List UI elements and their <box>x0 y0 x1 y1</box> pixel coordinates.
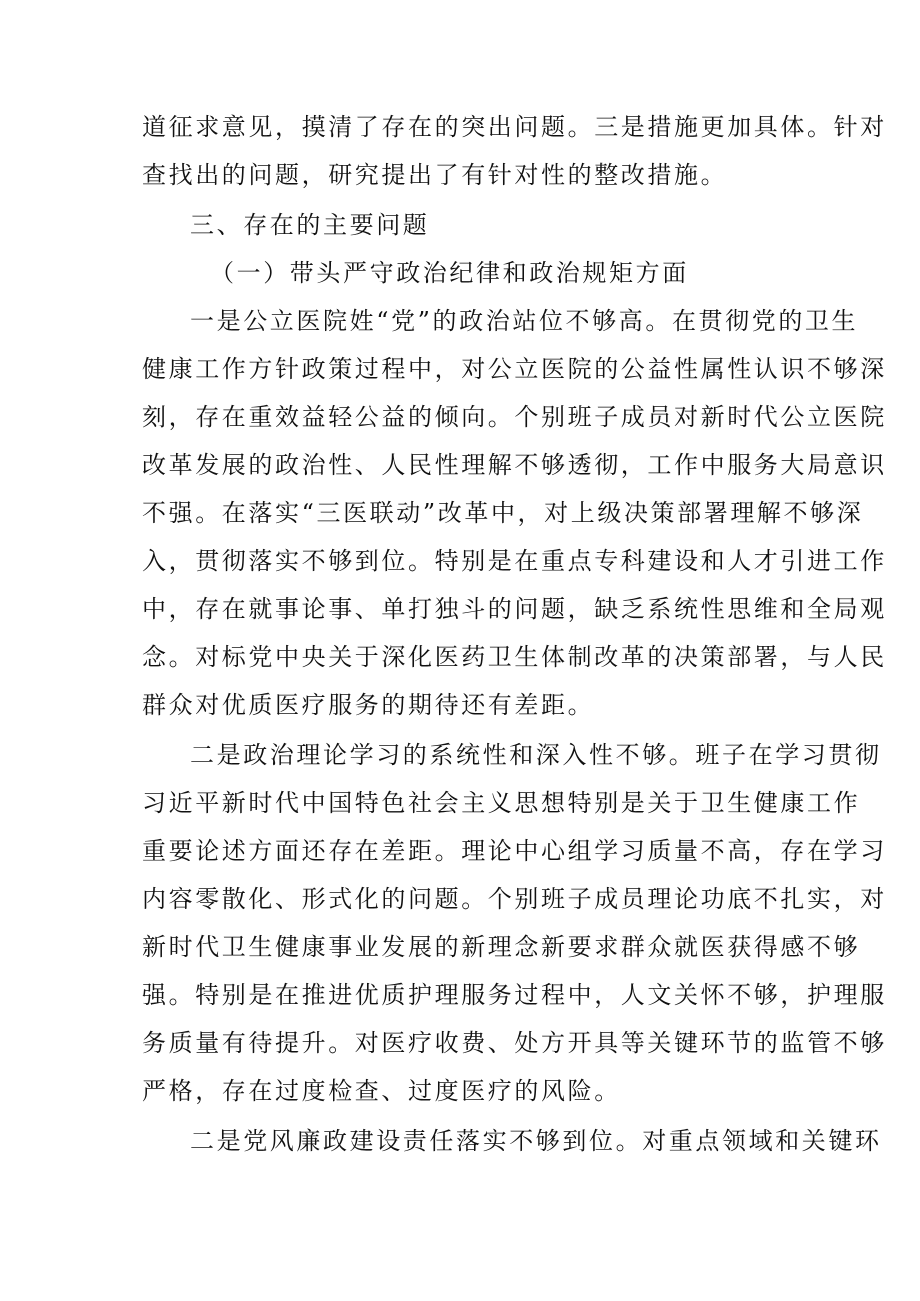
paragraph-line: 健康工作方针政策过程中，对公立医院的公益性属性认识不够深 <box>142 355 887 383</box>
paragraph-line: 二是党风廉政建设责任落实不够到位。对重点领域和关键环 <box>190 1127 882 1155</box>
paragraph-line: 务质量有待提升。对医疗收费、处方开具等关键环节的监管不够 <box>142 1029 887 1057</box>
paragraph-line: 强。特别是在推进优质护理服务过程中，人文关怀不够，护理服 <box>142 981 887 1009</box>
paragraph-line: 中，存在就事论事、单打独斗的问题，缺乏系统性思维和全局观 <box>142 595 887 623</box>
paragraph-line: 群众对优质医疗服务的期待还有差距。 <box>142 691 595 719</box>
paragraph-line: 念。对标党中央关于深化医药卫生体制改革的决策部署，与人民 <box>142 643 887 671</box>
section-heading: 三、存在的主要问题 <box>190 211 430 239</box>
paragraph-line: 道征求意见，摸清了存在的突出问题。三是措施更加具体。针对 <box>142 113 887 141</box>
paragraph-line: 重要论述方面还存在差距。理论中心组学习质量不高，存在学习 <box>142 837 887 865</box>
paragraph-line: 入，贯彻落实不够到位。特别是在重点专科建设和人才引进工作 <box>142 547 887 575</box>
paragraph-line: 严格，存在过度检查、过度医疗的风险。 <box>142 1077 621 1105</box>
subsection-heading: （一）带头严守政治纪律和政治规矩方面 <box>210 259 689 287</box>
paragraph-line: 新时代卫生健康事业发展的新理念新要求群众就医获得感不够 <box>142 933 861 961</box>
paragraph-line: 查找出的问题，研究提出了有针对性的整改措施。 <box>142 161 728 189</box>
paragraph-line: 习近平新时代中国特色社会主义思想特别是关于卫生健康工作 <box>142 789 861 817</box>
paragraph-line: 刻，存在重效益轻公益的倾向。个别班子成员对新时代公立医院 <box>142 403 887 431</box>
paragraph-line: 一是公立医院姓“党”的政治站位不够高。在贯彻党的卫生 <box>190 307 859 335</box>
paragraph-line: 二是政治理论学习的系统性和深入性不够。班子在学习贯彻 <box>190 741 882 769</box>
paragraph-line: 不强。在落实“三医联动”改革中，对上级决策部署理解不够深 <box>142 499 864 527</box>
paragraph-line: 改革发展的政治性、人民性理解不够透彻，工作中服务大局意识 <box>142 451 887 479</box>
paragraph-line: 内容零散化、形式化的问题。个别班子成员理论功底不扎实，对 <box>142 885 887 913</box>
